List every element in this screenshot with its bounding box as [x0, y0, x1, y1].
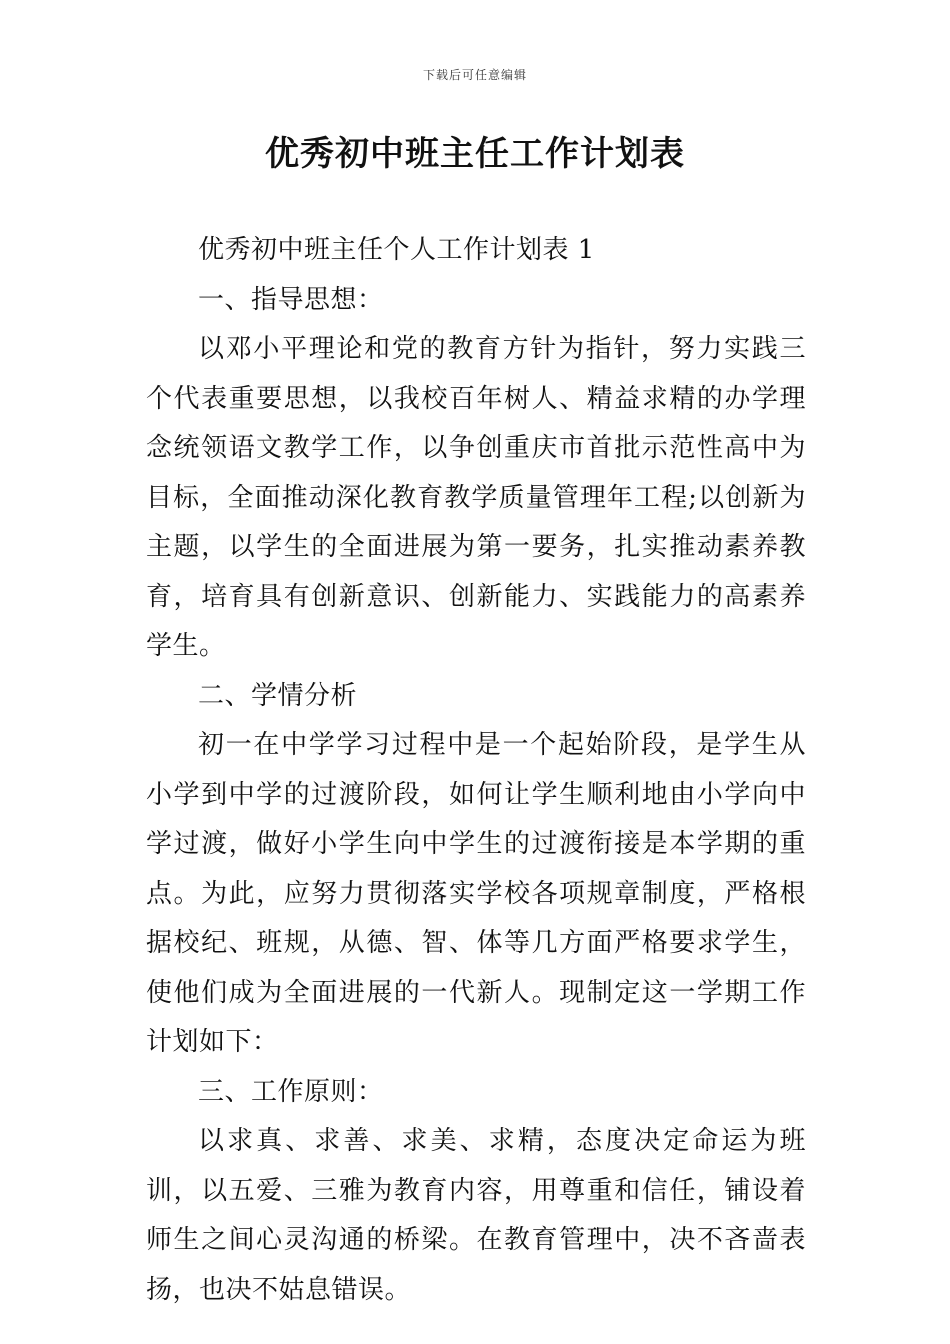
section-subtitle: 优秀初中班主任个人工作计划表 1: [198, 235, 595, 265]
paragraph-guiding-ideology: 以邓小平理论和党的教育方针为指针，努力实践三个代表重要思想，以我校百年树人、精益求精的办学理念统领语文教学工作，以争创重庆市首批示范性高中为目标，全面推动深化教育教学质量管理年工程;以创新为主题，以学生的全面进展为第一要务，扎实推动素养教育，培育具有创新意识、创新能力、实践能力的高素养学生。: [146, 334, 806, 661]
header-note: 下载后可任意编辑: [422, 68, 527, 82]
heading-guiding-ideology: 一、指导思想：: [198, 284, 384, 315]
document-title: 优秀初中班主任工作计划表: [265, 134, 685, 174]
heading-work-principles: 三、工作原则：: [198, 1076, 384, 1107]
document-body: [146, 226, 806, 1315]
paragraph-work-principles: 以求真、求善、求美、求精，态度决定命运为班训，以五爱、三雅为教育内容，用尊重和信任，铺设着师生之间心灵沟通的桥梁。在教育管理中，决不吝啬表扬，也决不姑息错误。: [146, 1126, 806, 1305]
heading-student-analysis: 二、学情分析: [198, 680, 358, 711]
paragraph-student-analysis: 初一在中学学习过程中是一个起始阶段，是学生从小学到中学的过渡阶段，如何让学生顺利地由小学向中学过渡，做好小学生向中学生的过渡衔接是本学期的重点。为此，应努力贯彻落实学校各项规章制度，严格根据校纪、班规，从德、智、体等几方面严格要求学生，使他们成为全面进展的一代新人。现制定这一学期工作计划如下：: [146, 730, 806, 1057]
